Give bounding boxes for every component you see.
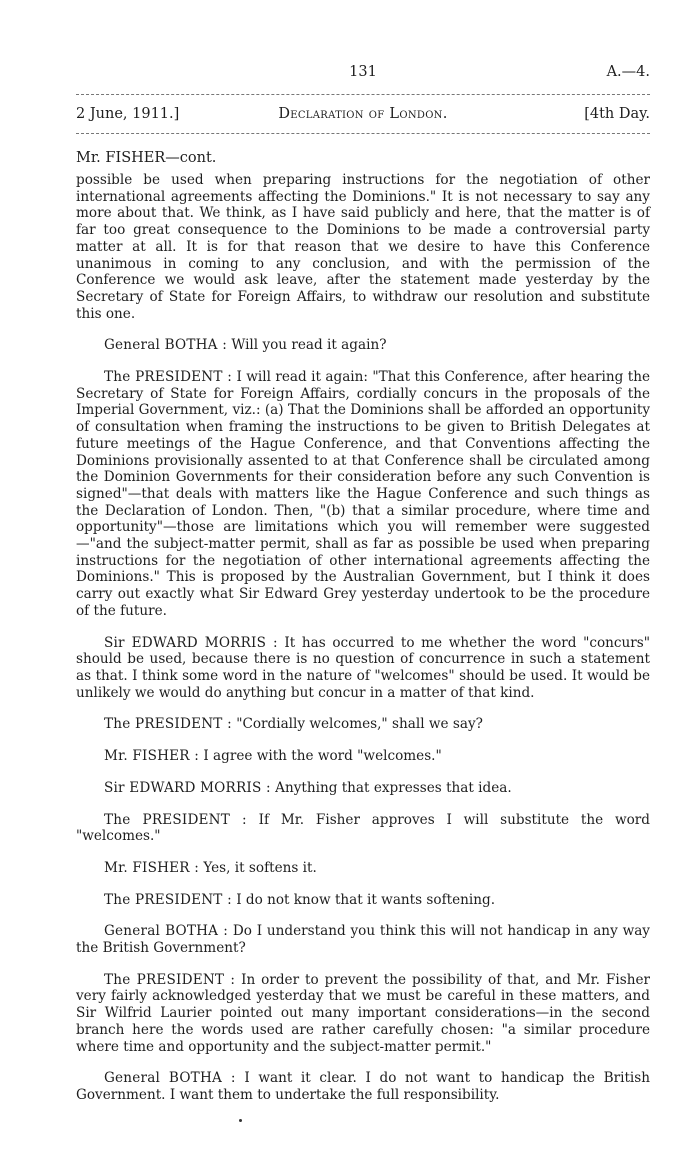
speech: Will you read it again? <box>231 337 387 354</box>
speaker: Sir EDWARD MORRIS : <box>104 779 271 796</box>
printer-mark <box>239 1119 242 1122</box>
speech: Yes, it softens it. <box>203 859 317 876</box>
speaker: Mr. FISHER : <box>104 748 199 765</box>
speaker: General BOTHA : <box>104 1070 236 1087</box>
speaker: The PRESIDENT : <box>104 716 232 733</box>
page-number: 131 <box>349 64 377 80</box>
speech: Anything that expresses that idea. <box>275 779 512 796</box>
speech: Do I understand you think this will not handicap in any way the British Government? <box>76 923 650 957</box>
paragraph <box>76 923 650 956</box>
top-line <box>76 64 650 84</box>
speaker: The PRESIDENT : <box>104 369 233 386</box>
speaker: General BOTHA : <box>104 337 228 354</box>
speech: If Mr. Fisher approves I will substitute the word "welcomes." <box>76 811 650 845</box>
speech: I will read it again: "That this Conference, after hearing the Secretary of State for Foreign Affairs, cordially concurs in the proposals of the Imperial Government, viz.: (a) That the Dominions shall be afforded an opportunity of consultation when framing the instructions to be given to British Delegates at future meetings of the Hague Conference, and that Conventions affecting the Dominions provisionally assented to at that Conference shall be circulated among the Dominion Governments for their consideration before any such Convention is signed"—that deals with matters like the Hague Conference and such things as the Declaration of London. Then, "(b) that a similar procedure, where time and opportunity"—those are limitations which you will remember were suggested—"and the subject-matter permit, shall as far as possible be used when preparing instructions for the negotiation of other international agreements affecting the Dominions." This is proposed by the Australian Government, but I think it does carry out exactly what Sir Edward Grey yesterday undertook to be the procedure of the future. <box>76 369 651 619</box>
paragraph <box>76 748 650 765</box>
top-rule <box>76 94 650 95</box>
paragraph <box>76 716 650 733</box>
transcript-body <box>76 172 650 1119</box>
speaker: The PRESIDENT : <box>104 811 247 828</box>
speaker: The PRESIDENT : <box>104 891 232 908</box>
paragraph <box>76 635 650 702</box>
paragraph <box>76 860 650 877</box>
speaker: Mr. FISHER : <box>104 859 199 876</box>
paragraph <box>76 369 650 620</box>
paragraph <box>76 337 650 354</box>
speech: It has occurred to me whether the word "concurs" should be used, because there is no question of concurrence in such a statement as that. I think some word in the nature of "welcomes" should be used. It would be unlikely we would do anything but concur in a matter of that kind. <box>76 634 650 701</box>
header-title: Declaration of London. <box>278 106 448 122</box>
speech: I want it clear. I do not want to handicap the British Government. I want them to undertake the full responsibility. <box>76 1070 650 1103</box>
speaker: Sir EDWARD MORRIS : <box>104 634 278 651</box>
speaker: The PRESIDENT : <box>104 971 236 988</box>
running-header <box>76 106 650 128</box>
speech: "Cordially welcomes," shall we say? <box>236 716 483 733</box>
speech: possible be used when preparing instructions for the negotiation of other international agreements affecting the Dominions." It is not necessary to say any more about that. We think, as I have said publicly and here, that the matter is of far too great consequence to the Dominions to be made a controversial party matter at all. It is for that reason that we desire to have this Conference unanimous in coming to any conclusion, and with the permission of the Conference we would ask leave, after the statement made yesterday by the Secretary of State for Foreign Affairs, to withdraw our resolution and substitute this one. <box>76 172 650 322</box>
speech: In order to prevent the possibility of that, and Mr. Fisher very fairly acknowledged yesterday that we must be careful in these matters, and Sir Wilfrid Laurier pointed out many important considerations—in the second branch here the words used are rather carefully chosen: "a similar procedure where time and opportunity and the subject-matter permit." <box>76 971 650 1055</box>
paragraph <box>76 892 650 909</box>
header-day: [4th Day. <box>584 106 650 122</box>
speech: I do not know that it wants softening. <box>236 891 496 908</box>
document-reference: A.—4. <box>606 64 650 80</box>
speaker: General BOTHA : <box>104 923 228 940</box>
paragraph <box>76 812 650 845</box>
paragraph <box>76 780 650 797</box>
continuation-heading: Mr. FISHER—cont. <box>76 150 217 166</box>
header-rule <box>76 133 650 134</box>
paragraph <box>76 1070 650 1103</box>
speech: I agree with the word "welcomes." <box>203 748 442 765</box>
paragraph <box>76 172 650 322</box>
paragraph <box>76 972 650 1056</box>
header-date: 2 June, 1911.] <box>76 106 180 122</box>
